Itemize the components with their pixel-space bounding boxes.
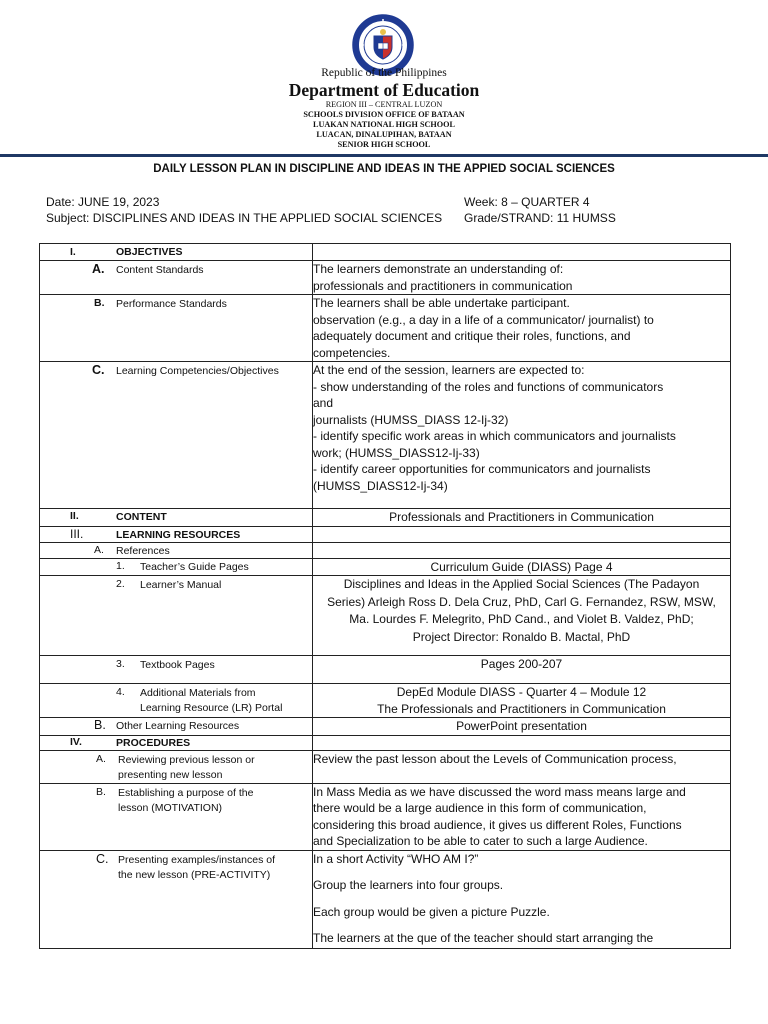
table-row — [40, 526, 731, 542]
cell-line: Each group would be given a picture Puzzle. — [313, 904, 550, 919]
reviewing-value: Review the past lesson about the Levels of Communication process, — [313, 750, 731, 783]
cell-line: Ma. Lourdes F. Melegrito, PhD Cand., and Violet B. Valdez, PhD; — [349, 612, 694, 626]
row-label: LEARNING RESOURCES — [116, 528, 241, 541]
row-number: I. — [70, 246, 76, 258]
row-label: CONTENT — [116, 511, 167, 523]
republic-line: Republic of the Philippines — [321, 67, 447, 79]
row-number: C. — [96, 851, 109, 866]
row-number: B. — [96, 785, 106, 798]
table-row — [40, 750, 731, 783]
header-divider — [0, 154, 768, 157]
row-label: Learner’s Manual — [140, 579, 222, 591]
row-label: Learning Competencies/Objectives — [116, 365, 279, 377]
row-label: Other Learning Resources — [116, 720, 240, 732]
cell-line: The learners demonstrate an understanding of: — [313, 262, 564, 276]
row-label: Content Standards — [116, 264, 204, 276]
row-number: B. — [94, 718, 106, 732]
cell-line: and Specialization to be able to cater to such a large Audience. — [313, 834, 648, 848]
cell-line: Project Director: Ronaldo B. Mactal, PhD — [412, 629, 631, 644]
row-label: Teacher’s Guide Pages — [140, 560, 249, 573]
level-line: SENIOR HIGH SCHOOL — [337, 140, 431, 149]
cell-line: Group the learners into four groups. — [313, 878, 504, 892]
table-row — [40, 783, 731, 850]
row-label: lesson (MOTIVATION) — [118, 801, 223, 814]
row-label: PROCEDURES — [116, 736, 191, 749]
region-line: REGION III – CENTRAL LUZON — [325, 100, 443, 109]
division-line: SCHOOLS DIVISION OFFICE OF BATAAN — [303, 110, 465, 119]
table-row — [40, 558, 731, 576]
document-title: DAILY LESSON PLAN IN DISCIPLINE AND IDEAS IN THE APPIED SOCIAL SCIENCES — [153, 163, 615, 175]
table-row — [40, 362, 731, 509]
row-number: C. — [92, 363, 105, 377]
row-label: References — [116, 544, 170, 557]
row-number: A. — [92, 262, 105, 276]
date-field: Date: JUNE 19, 2023 — [46, 195, 160, 209]
row-label: OBJECTIVES — [116, 246, 183, 258]
row-number: 3. — [116, 658, 125, 670]
cell-line: journalists (HUMSS_DIASS 12-Ij-32) — [313, 412, 509, 427]
cell-line: - identify career opportunities for communicators and journalists — [313, 462, 651, 476]
row-number: 1. — [116, 559, 125, 572]
row-label: Presenting examples/instances of — [118, 853, 276, 866]
cell-line: The learners at the que of the teacher should start arranging the — [313, 931, 654, 945]
row-label: Textbook Pages — [140, 659, 215, 671]
department-name: Department of Education — [288, 80, 480, 100]
lesson-plan-table — [39, 243, 731, 949]
table-row — [40, 295, 731, 362]
row-number: II. — [70, 510, 79, 522]
row-label: Performance Standards — [116, 298, 227, 310]
cell-line: The learners shall be able undertake participant. — [313, 296, 570, 310]
grade-field: Grade/STRAND: 11 HUMSS — [464, 211, 616, 225]
cell-line: (HUMSS_DIASS12-Ij-34) — [313, 478, 448, 493]
school-line: LUAKAN NATIONAL HIGH SCHOOL — [312, 120, 455, 129]
cell-line: considering this broad audience, it gives us different Roles, Functions — [313, 817, 682, 832]
row-number: A. — [96, 752, 106, 765]
row-number: IV. — [70, 735, 82, 748]
cell-line: Series) Arleigh Ross D. Dela Cruz, PhD, Carl G. Fernandez, RSW, MSW, — [327, 594, 716, 609]
row-label: Reviewing previous lesson or — [118, 753, 255, 766]
table-row — [40, 244, 731, 261]
cell-line: The Professionals and Practitioners in Communication — [377, 701, 666, 716]
cell-line: In Mass Media as we have discussed the word mass means large and — [313, 784, 686, 799]
cell-line: DepEd Module DIASS - Quarter 4 – Module 12 — [396, 685, 647, 699]
table-row — [40, 576, 731, 656]
cell-line: - identify specific work areas in which communicators and journalists — [313, 429, 676, 443]
cell-line: there would be a large audience in this form of communication, — [313, 801, 647, 815]
address-line: LUACAN, DINALUPIHAN, BATAAN — [316, 130, 452, 139]
table-row — [40, 542, 731, 558]
row-label: the new lesson (PRE-ACTIVITY) — [118, 868, 271, 881]
table-row — [40, 718, 731, 736]
content-value: Professionals and Practitioners in Communication — [313, 509, 731, 527]
table-row — [40, 656, 731, 684]
table-row — [40, 735, 731, 750]
cell-line: In a short Activity “WHO AM I?” — [313, 851, 479, 866]
table-row — [40, 509, 731, 527]
cell-line: work; (HUMSS_DIASS12-Ij-33) — [313, 445, 480, 460]
cell-line: competencies. — [313, 345, 391, 360]
other-resources-value: PowerPoint presentation — [313, 718, 731, 736]
table-row — [40, 850, 731, 948]
row-label: Establishing a purpose of the — [118, 786, 254, 799]
row-number: 2. — [116, 578, 125, 590]
cell-line: observation (e.g., a day in a life of a communicator/ journalist) to — [313, 312, 654, 327]
row-number: A. — [94, 543, 104, 556]
week-field: Week: 8 – QUARTER 4 — [464, 195, 590, 209]
cell-line: professionals and practitioners in communication — [313, 278, 573, 293]
cell-line: adequately document and critique their roles, functions, and — [313, 329, 631, 343]
teachers-guide-value: Curriculum Guide (DIASS) Page 4 — [313, 558, 731, 576]
subject-field: Subject: DISCIPLINES AND IDEAS IN THE APPLIED SOCIAL SCIENCES — [46, 211, 443, 225]
row-label: Additional Materials from — [140, 687, 256, 699]
cell-line: Disciplines and Ideas in the Applied Social Sciences (The Padayon — [343, 577, 700, 591]
cell-line: At the end of the session, learners are expected to: — [313, 363, 585, 377]
table-row — [40, 684, 731, 718]
row-number: III. — [70, 526, 84, 541]
row-label: Learning Resource (LR) Portal — [140, 702, 283, 714]
row-number: B. — [94, 297, 105, 309]
row-number: 4. — [116, 686, 125, 698]
table-row — [40, 261, 731, 295]
cell-line: - show understanding of the roles and functions of communicators — [313, 379, 664, 394]
cell-line: and — [313, 396, 334, 410]
textbook-value: Pages 200-207 — [313, 656, 731, 684]
row-label: presenting new lesson — [118, 768, 223, 781]
